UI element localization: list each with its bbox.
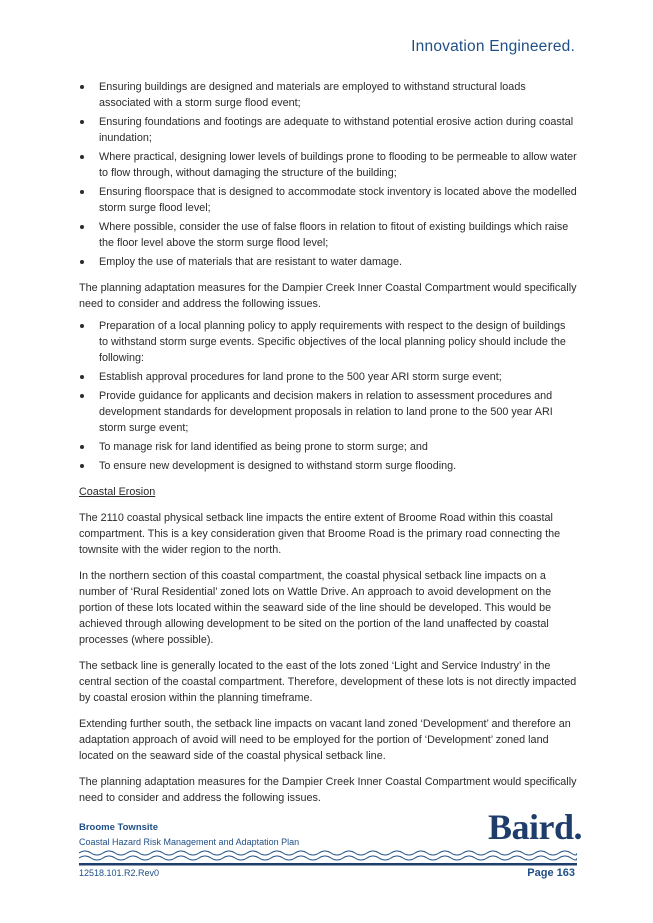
list-item: Where practical, designing lower levels of buildings prone to flooding to be permeable to allow water to flow through, without damaging the structure of the building; xyxy=(79,149,577,181)
paragraph: The planning adaptation measures for the Dampier Creek Inner Coastal Compartment would specifically need to consider and address the following issues. xyxy=(79,776,577,804)
list-item: Where possible, consider the use of false floors in relation to fitout of existing buildings which raise the floor level above the storm surge flood level; xyxy=(79,219,577,251)
footer-title: Broome Townsite xyxy=(79,822,158,833)
planning-measures-list xyxy=(79,318,577,474)
footer-subtitle: Coastal Hazard Risk Management and Adaptation Plan xyxy=(79,837,300,847)
list-item: Ensuring foundations and footings are adequate to withstand potential erosive action during coastal inundation; xyxy=(79,114,577,146)
page-number: Page 163 xyxy=(527,867,575,879)
document-reference: 12518.101.R2.Rev0 xyxy=(79,868,160,878)
wave-divider-icon xyxy=(79,848,577,868)
list-item: Ensuring floorspace that is designed to accommodate stock inventory is located above the modelled storm surge flood level; xyxy=(79,184,577,216)
list-item: Employ the use of materials that are resistant to water damage. xyxy=(79,254,577,270)
list-item: Preparation of a local planning policy to apply requirements with respect to the design of buildings to withstand storm surge events. Specific objectives of the local planning policy should include the following: xyxy=(79,318,577,366)
building-measures-list xyxy=(79,79,577,270)
paragraph: The planning adaptation measures for the Dampier Creek Inner Coastal Compartment would specifically need to consider and address the following issues. xyxy=(79,282,577,310)
footer-info xyxy=(79,822,299,847)
paragraph: The 2110 coastal physical setback line impacts the entire extent of Broome Road within this coastal compartment. This is a key consideration given that Broome Road is the primary road connecting the townsite with the wider region to the north. xyxy=(79,512,561,556)
list-item: Establish approval procedures for land prone to the 500 year ARI storm surge event; xyxy=(79,369,577,385)
list-item: Ensuring buildings are designed and materials are employed to withstand structural loads associated with a storm surge flood event; xyxy=(79,79,577,111)
list-item: Provide guidance for applicants and decision makers in relation to assessment procedures and development standards for development proposals in relation to land prone to the 500 year ARI storm surge event; xyxy=(79,388,577,436)
list-item: To ensure new development is designed to withstand storm surge flooding. xyxy=(79,458,577,474)
paragraph: The setback line is generally located to the east of the lots zoned ‘Light and Service Industry’ in the central section of the coastal compartment. Therefore, development of these lots is not directly impacted by coastal erosion within the planning timeframe. xyxy=(79,660,577,704)
section-heading: Coastal Erosion xyxy=(79,486,156,498)
paragraph: In the northern section of this coastal compartment, the coastal physical setback line impacts on a number of ‘Rural Residential’ zoned lots on Wattle Drive. An approach to avoid development on the portion of these lots located within the seaward side of the line should be developed. This would be achieved through allowing development to be sited on the portion of the land unaffected by coastal processes (where possible). xyxy=(79,570,552,646)
document-body xyxy=(79,79,577,816)
baird-logo: Baird. xyxy=(487,807,582,847)
list-item: To manage risk for land identified as being prone to storm surge; and xyxy=(79,439,577,455)
header-tagline: Innovation Engineered. xyxy=(411,38,575,55)
paragraph: Extending further south, the setback line impacts on vacant land zoned ‘Development’ and therefore an adaptation approach of avoid will need to be employed for the portion of ‘Development’ zoned land located on the seaward side of the coastal physical setback line. xyxy=(79,718,571,762)
